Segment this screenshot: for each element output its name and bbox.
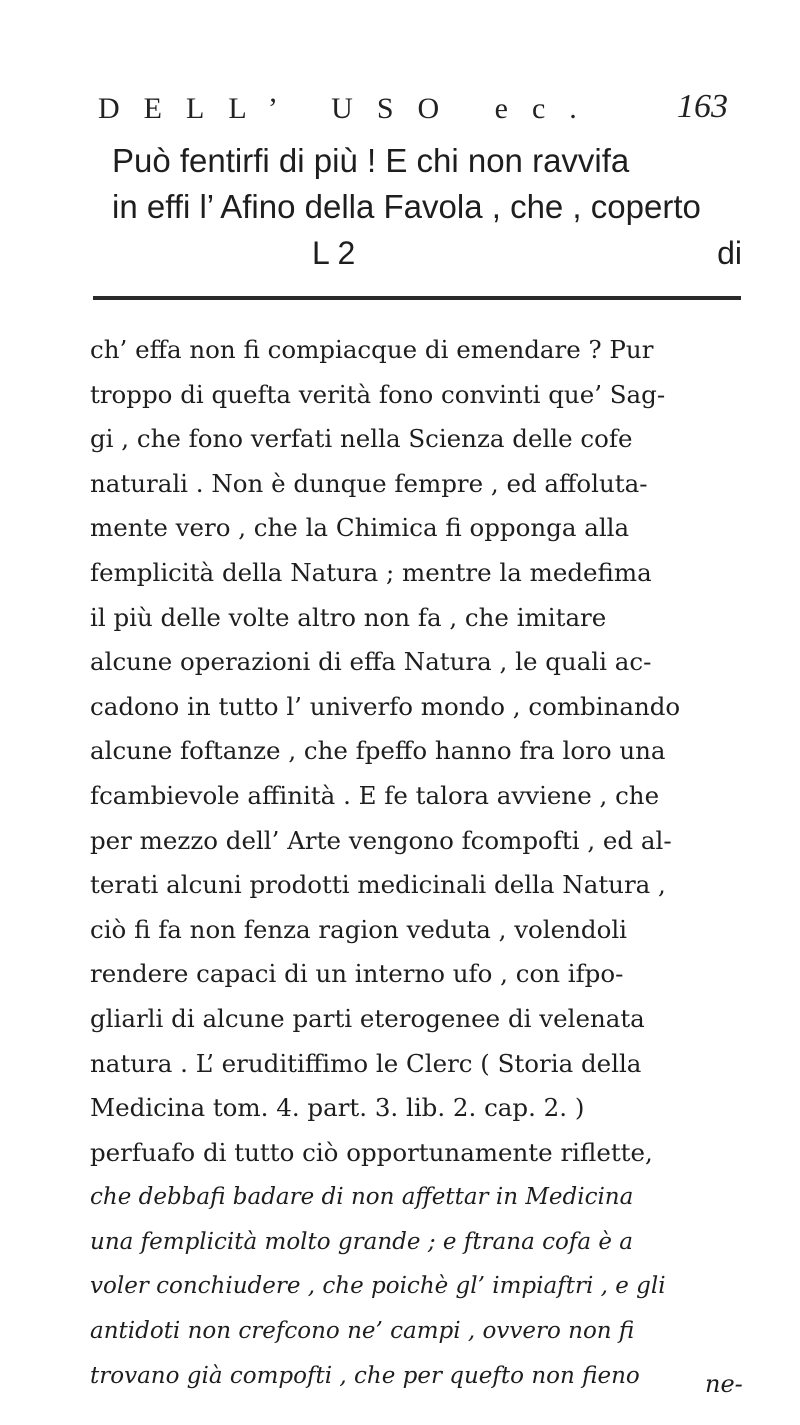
text-line: terati alcuni prodotti medicinali della Natura , (90, 870, 666, 900)
text-line: una femplicità molto grande ; e ftrana cofa è a (90, 1228, 634, 1255)
text-line: antidoti non crefcono ne’ campi , ovvero non fi (90, 1318, 635, 1345)
signature-mark: L 2 (312, 235, 356, 271)
text-line: mente vero , che la Chimica fi opponga alla (90, 513, 630, 543)
page-number: 163 (677, 88, 728, 125)
text-line: trovano già compofti , che per quefto non fieno (90, 1362, 640, 1389)
text-line: femplicità della Natura ; mentre la medefima (90, 557, 652, 587)
text-line: alcune foftanze , che fpeffo hanno fra loro una (90, 736, 666, 766)
running-title: DELL’ USO ec. (98, 92, 601, 125)
text-line: il più delle volte altro non fa , che imitare (90, 602, 607, 632)
excerpt-signature-row (112, 230, 742, 276)
text-line: alcune operazioni di effa Natura , le quali ac- (90, 647, 652, 677)
text-line: natura . L’ eruditiffimo le Clerc ( Storia della (90, 1048, 642, 1078)
horizontal-rule (93, 296, 741, 300)
text-line: perfuafo di tutto ciò opportunamente riflette, (90, 1137, 653, 1167)
text-line: voler conchiudere , che poichè gl’ impiaftri , e gli (90, 1273, 666, 1300)
running-header (90, 88, 740, 138)
text-line: gliarli di alcune parti eterogenee di velenata (90, 1003, 645, 1033)
footer-catchword: ne- (705, 1370, 743, 1398)
text-line: per mezzo dell’ Arte vengono fcompofti , ed al- (90, 825, 672, 855)
text-line: Medicina tom. 4. part. 3. lib. 2. cap. 2. ) (90, 1093, 585, 1123)
excerpt-line: Può fentirfi di più ! E chi non ravvifa (112, 142, 630, 179)
text-line: ch’ effa non fi compiacque di emendare ? Pur (90, 335, 654, 364)
text-line: che debbafi badare di non affettar in Medicina (90, 1184, 634, 1211)
text-line: troppo di quefta verità fono convinti que’ Sag- (90, 379, 666, 409)
excerpt-catchword: di (717, 235, 742, 271)
excerpt-line: in effi l’ Afino della Favola , che , coperto (112, 188, 701, 225)
text-line: rendere capaci di un interno ufo , con ifpo- (90, 959, 624, 989)
text-line: fcambievole affinità . E fe talora avviene , che (90, 780, 660, 810)
top-excerpt (112, 138, 742, 276)
text-line: gi , che fono verfati nella Scienza delle cofe (90, 424, 633, 454)
text-line: ciò fi fa non fenza ragion veduta , volendoli (90, 914, 628, 944)
text-line: naturali . Non è dunque fempre , ed affoluta- (90, 468, 648, 498)
body-text (90, 328, 750, 1398)
text-line: cadono in tutto l’ univerfo mondo , combinando (90, 691, 681, 721)
